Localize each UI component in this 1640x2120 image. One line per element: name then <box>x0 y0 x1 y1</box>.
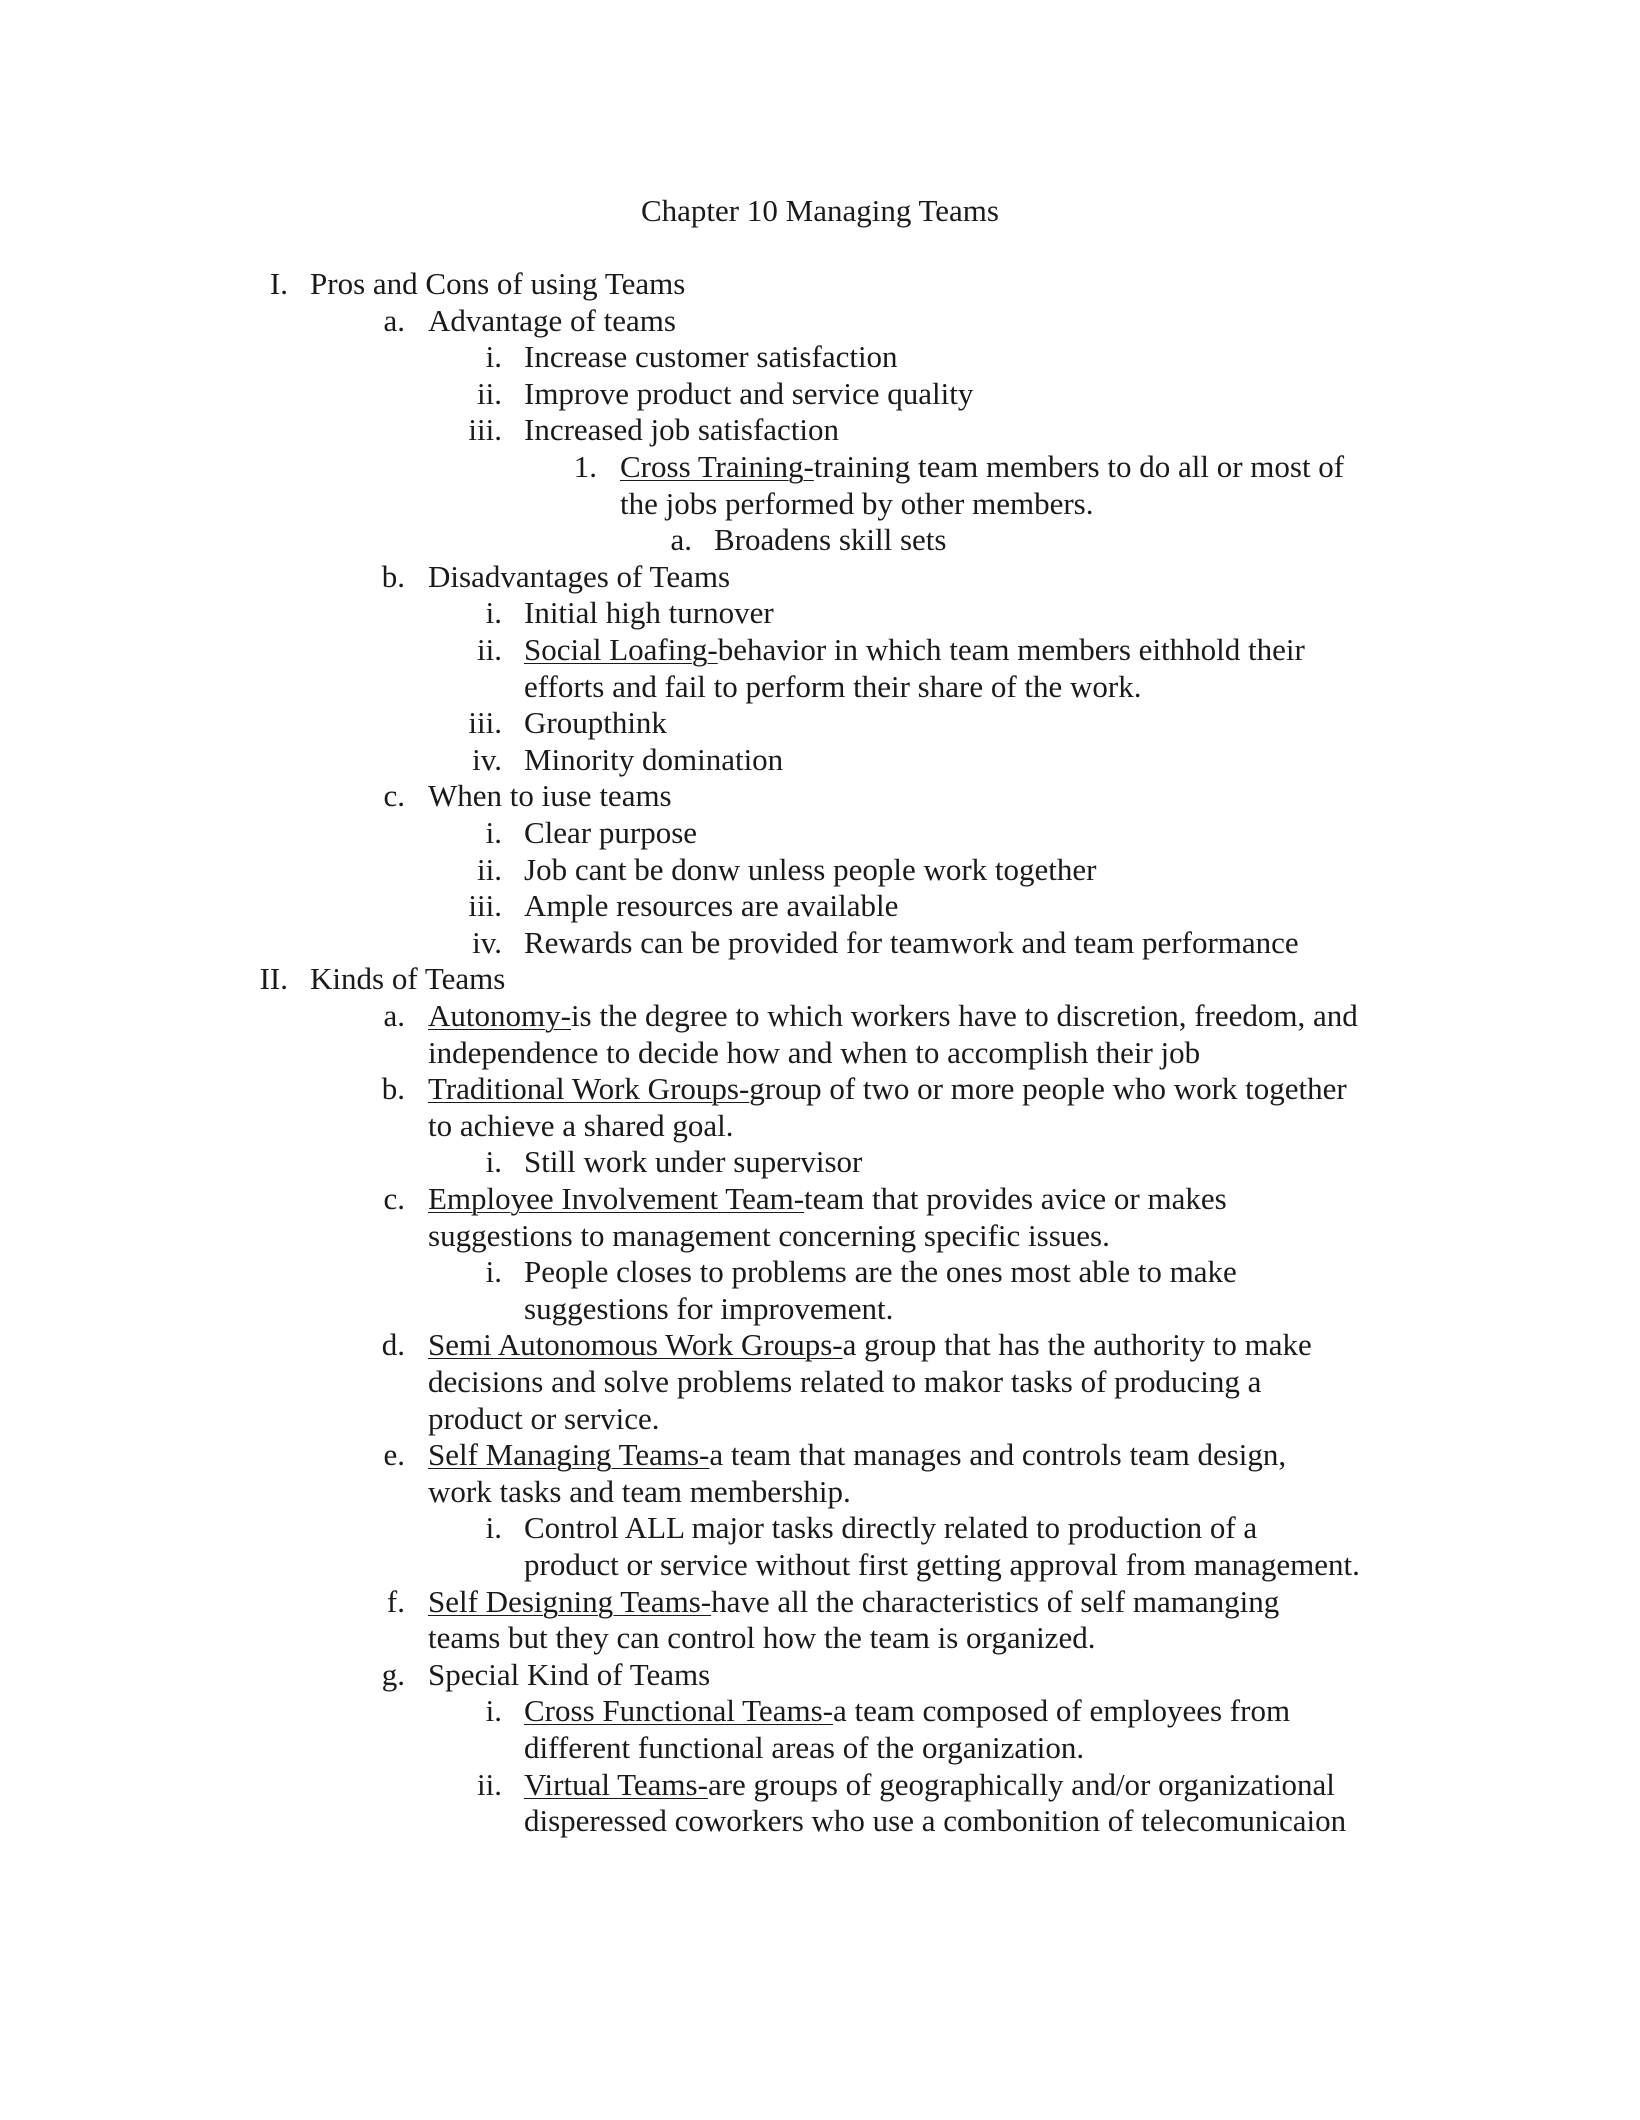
outline-text: Minority domination <box>524 741 784 777</box>
outline-text: Broadens skill sets <box>714 522 947 558</box>
outline-line-level-2 <box>428 998 1358 1034</box>
outline-text: Improve product and service quality <box>524 375 974 411</box>
outline-marker-level-2: c. <box>383 778 405 814</box>
outline-marker-level-2: g. <box>381 1656 405 1692</box>
outline-line-level-3 <box>524 376 973 412</box>
outline-text: Still work under supervisor <box>524 1144 863 1180</box>
outline-line-level-4 <box>620 486 1093 522</box>
outline-line-level-2 <box>428 778 672 814</box>
outline-line-level-3 <box>524 925 1299 961</box>
outline-marker-level-2: b. <box>381 558 405 594</box>
outline-text: Control ALL major tasks directly related to production of a <box>524 1510 1258 1546</box>
outline-line-level-3 <box>524 705 667 741</box>
outline-text: suggestions for improvement. <box>524 1290 894 1326</box>
outline-text: People closes to problems are the ones most able to make <box>524 1254 1237 1290</box>
outline-text: Advantage of teams <box>428 302 676 338</box>
outline-marker-level-3: i. <box>485 595 502 631</box>
outline-line-level-3 <box>524 1547 1360 1583</box>
outline-line-level-3 <box>524 339 898 375</box>
outline-text: work tasks and team membership. <box>428 1473 851 1509</box>
outline-marker-level-3: i. <box>485 1144 502 1180</box>
outline-line-level-3 <box>524 1767 1335 1803</box>
outline-marker-level-3: i. <box>485 339 502 375</box>
outline-text: Pros and Cons of using Teams <box>310 266 686 301</box>
outline-text: Special Kind of Teams <box>428 1656 711 1692</box>
outline-line-level-2 <box>428 303 676 339</box>
outline-line-level-2 <box>428 1401 660 1437</box>
outline-marker-level-3: iii. <box>468 888 502 924</box>
outline-line-level-3 <box>524 595 774 631</box>
outline-marker-level-2: b. <box>381 1071 405 1107</box>
outline-text: product or service. <box>428 1400 660 1436</box>
outline-marker-level-3: i. <box>485 1254 502 1290</box>
outline-marker-level-3: i. <box>485 815 502 850</box>
outline-line-level-3 <box>524 1291 893 1327</box>
outline-text: Clear purpose <box>524 815 698 850</box>
outline-text: a group that has the authority to make <box>842 1327 1312 1363</box>
outline-line-level-3 <box>524 1144 862 1180</box>
defined-term: Self Managing Teams- <box>428 1437 710 1473</box>
outline-line-level-2 <box>428 1035 1200 1071</box>
outline-line-level-4 <box>620 449 1344 485</box>
outline-text: independence to decide how and when to accomplish their job <box>428 1034 1201 1070</box>
outline-line-level-2 <box>428 1437 1286 1473</box>
defined-term: Employee Involvement Team- <box>428 1181 805 1216</box>
outline-line-level-2 <box>428 1327 1312 1363</box>
outline-text: training team members to do all or most of <box>813 449 1345 484</box>
defined-term: Cross Functional Teams- <box>524 1693 833 1729</box>
outline-line-level-2 <box>428 1584 1279 1620</box>
outline-marker-level-3: iii. <box>468 705 502 741</box>
defined-term: Traditional Work Groups- <box>428 1071 750 1107</box>
outline-text: Groupthink <box>524 705 667 741</box>
outline-marker-level-2: f. <box>386 1583 405 1619</box>
outline-text: group of two or more people who work together <box>749 1071 1347 1107</box>
outline-marker-level-2: a. <box>383 998 405 1033</box>
outline-marker-level-5: a. <box>670 522 692 558</box>
outline-line-level-2 <box>428 1071 1347 1107</box>
outline-line-level-1 <box>310 961 505 997</box>
outline-line-level-2 <box>428 1657 710 1693</box>
outline-text: efforts and fail to perform their share of the work. <box>524 668 1142 704</box>
defined-term: Social Loafing- <box>524 632 718 667</box>
outline-line-level-2 <box>428 1181 1227 1217</box>
outline-marker-level-2: e. <box>383 1437 405 1473</box>
outline-marker-level-3: ii. <box>477 632 502 667</box>
outline-marker-level-3: ii. <box>477 1766 502 1802</box>
defined-term: Semi Autonomous Work Groups- <box>428 1327 843 1363</box>
outline-line-level-3 <box>524 1730 1084 1766</box>
outline-line-level-3 <box>524 412 839 448</box>
document-title: Chapter 10 Managing Teams <box>641 193 999 228</box>
outline-text: Increase customer satisfaction <box>524 339 898 375</box>
outline-text: Rewards can be provided for teamwork and team performance <box>524 924 1299 960</box>
outline-text: different functional areas of the organization. <box>524 1730 1085 1765</box>
outline-marker-level-3: ii. <box>477 375 502 411</box>
outline-text: disperessed coworkers who use a combonition of telecomunicaion <box>524 1803 1347 1839</box>
outline-text: When to iuse teams <box>428 778 672 814</box>
outline-text: Kinds of Teams <box>310 961 506 997</box>
outline-marker-level-3: i. <box>485 1693 502 1729</box>
outline-marker-level-3: iii. <box>468 412 502 448</box>
defined-term: Virtual Teams- <box>524 1766 708 1802</box>
outline-marker-level-2: d. <box>381 1327 405 1363</box>
outline-text: Initial high turnover <box>524 595 774 631</box>
outline-text: product or service without first getting approval from management. <box>524 1547 1360 1582</box>
outline-line-level-2 <box>428 1218 1110 1254</box>
outline-text: is the degree to which workers have to discretion, freedom, and <box>570 998 1358 1033</box>
outline-text: decisions and solve problems related to makor tasks of producing a <box>428 1364 1262 1399</box>
outline-line-level-3 <box>524 742 783 778</box>
defined-term: Autonomy- <box>428 998 571 1033</box>
outline-text: a team composed of employees from <box>832 1693 1291 1729</box>
outline-text: to achieve a shared goal. <box>428 1107 734 1143</box>
outline-marker-level-3: iv. <box>472 924 502 960</box>
outline-marker-level-3: i. <box>485 1510 502 1546</box>
outline-marker-level-1: I. <box>269 266 288 301</box>
outline-marker-level-3: iv. <box>472 741 502 777</box>
outline-text: team that provides avice or makes <box>804 1181 1227 1216</box>
outline-text: behavior in which team members eithhold their <box>717 632 1305 667</box>
outline-line-level-3 <box>524 669 1142 705</box>
outline-line-level-1 <box>310 266 685 302</box>
outline-line-level-2 <box>428 559 730 595</box>
outline-line-level-3 <box>524 1510 1257 1546</box>
outline-text: have all the characteristics of self mamanging <box>711 1583 1280 1619</box>
outline-text: Ample resources are available <box>524 888 899 924</box>
outline-line-level-3 <box>524 1803 1346 1839</box>
outline-marker-level-2: c. <box>383 1181 405 1216</box>
outline-line-level-3 <box>524 632 1305 668</box>
defined-term: Cross Training- <box>620 449 814 484</box>
outline-line-level-5 <box>714 522 947 558</box>
outline-line-level-3 <box>524 1254 1237 1290</box>
outline-marker-level-1: II. <box>259 961 288 997</box>
outline-text: are groups of geographically and/or organizational <box>707 1766 1335 1802</box>
outline-marker-level-2: a. <box>383 302 405 338</box>
outline-text: a team that manages and controls team design, <box>709 1437 1287 1473</box>
outline-text: the jobs performed by other members. <box>620 485 1094 521</box>
outline-line-level-2 <box>428 1474 851 1510</box>
outline-text: suggestions to management concerning specific issues. <box>428 1217 1110 1253</box>
defined-term: Self Designing Teams- <box>428 1583 712 1619</box>
outline-line-level-3 <box>524 852 1097 888</box>
outline-line-level-2 <box>428 1364 1261 1400</box>
outline-line-level-3 <box>524 815 697 851</box>
outline-text: teams but they can control how the team is organized. <box>428 1620 1096 1656</box>
outline-text: Job cant be donw unless people work together <box>524 851 1097 887</box>
outline-line-level-3 <box>524 888 898 924</box>
outline-marker-level-3: ii. <box>477 851 502 887</box>
outline-line-level-3 <box>524 1693 1290 1729</box>
outline-text: Increased job satisfaction <box>524 412 840 448</box>
outline-text: Disadvantages of Teams <box>428 558 731 594</box>
outline-line-level-2 <box>428 1620 1095 1656</box>
outline-marker-level-4: 1. <box>573 449 597 484</box>
outline-line-level-2 <box>428 1108 734 1144</box>
